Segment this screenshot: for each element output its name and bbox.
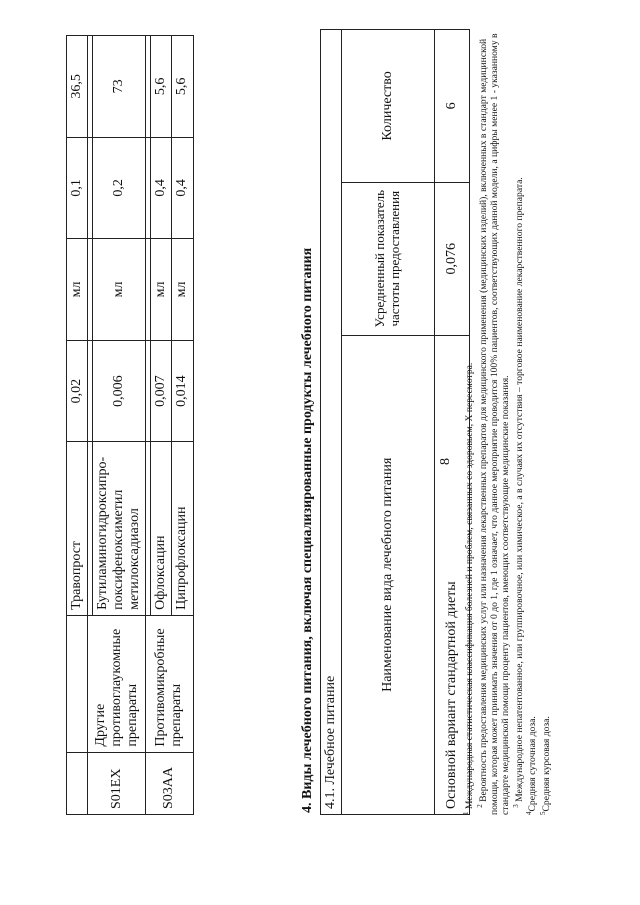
- footnote: $^2$ Вероятность предоставления медицинских услуг или назначения лекарственных препаратов для медицинского применения (медицинских изделий), включенных в стандарт медицинской помощи, которая может принимать значения от 0 до 1, где 1 означает, что данное мероприятие проводится 100% пациентов, соответствующих данной модели, а цифры менее 1 - указанному в стандарте медицинской помощи проценту пациентов, имеющих соответствующие медицинские показания.: [475, 33, 512, 815]
- drug-group: Другие противоглаукомные препараты: [88, 615, 146, 752]
- drug-dose: 0,007: [151, 340, 172, 442]
- drug-course: 36,5: [67, 36, 88, 138]
- footnote: $^1$ Международная статистическая классификация болезней и проблем, связанных со здоровьем, X пересмотра.: [462, 362, 476, 815]
- drug-name: Офлоксацин: [151, 442, 172, 616]
- drug-unit: мл: [67, 239, 88, 341]
- drug-freq: 0,4: [172, 137, 193, 239]
- drug-unit: мл: [172, 239, 193, 341]
- drug-dose: 0,014: [172, 340, 193, 442]
- drug-dose: 0,02: [67, 340, 88, 442]
- drug-name: Травопрост: [67, 442, 88, 616]
- footnote: $^3$ Международное непатентованное, или группировочное, или химическое, а в случаях их отсутствия – торговое наименование лекарственного препарата.: [511, 177, 525, 808]
- drug-freq: 0,2: [93, 137, 146, 239]
- table-row: [67, 36, 88, 815]
- drug-group: Противомикробные препараты: [146, 615, 193, 752]
- drug-course: 5,6: [172, 36, 193, 138]
- table-row: [321, 30, 342, 815]
- column-header-name: Наименование вида лечебного питания: [342, 335, 435, 814]
- drug-table: [66, 35, 194, 815]
- page-number: 8: [438, 458, 453, 465]
- column-header-qty: Количество: [342, 30, 435, 183]
- footnotes: [462, 25, 552, 815]
- table-header-row: [342, 30, 435, 815]
- diet-name: Основной вариант стандартной диеты: [435, 335, 470, 814]
- atc-code: S03AA: [146, 752, 193, 814]
- drug-course: 5,6: [151, 36, 172, 138]
- subsection-title: 4.1. Лечебное питание: [321, 30, 342, 815]
- atc-code: S01EX: [88, 752, 146, 814]
- drug-name: Бутиламиногидроксипро-поксифеноксиметил метилоксадиазол: [93, 442, 146, 616]
- footnote: $^4$Средняя суточная доза.: [525, 716, 539, 815]
- drug-unit: мл: [151, 239, 172, 341]
- drug-course: 73: [93, 36, 146, 138]
- drug-unit: мл: [93, 239, 146, 341]
- diet-freq: 0,076: [435, 182, 470, 335]
- column-header-freq: Усредненный показатель частоты предоставления: [342, 182, 435, 335]
- nutrition-table: [320, 29, 470, 815]
- diet-qty: 6: [435, 30, 470, 183]
- footnote: $^5$Средняя курсовая доза.: [538, 716, 552, 815]
- drug-freq: 0,4: [151, 137, 172, 239]
- drug-dose: 0,006: [93, 340, 146, 442]
- drug-name: Ципрофлоксацин: [172, 442, 193, 616]
- drug-freq: 0,1: [67, 137, 88, 239]
- section-title: 4. Виды лечебного питания, включая специализированные продукты лечебного питания: [300, 247, 315, 813]
